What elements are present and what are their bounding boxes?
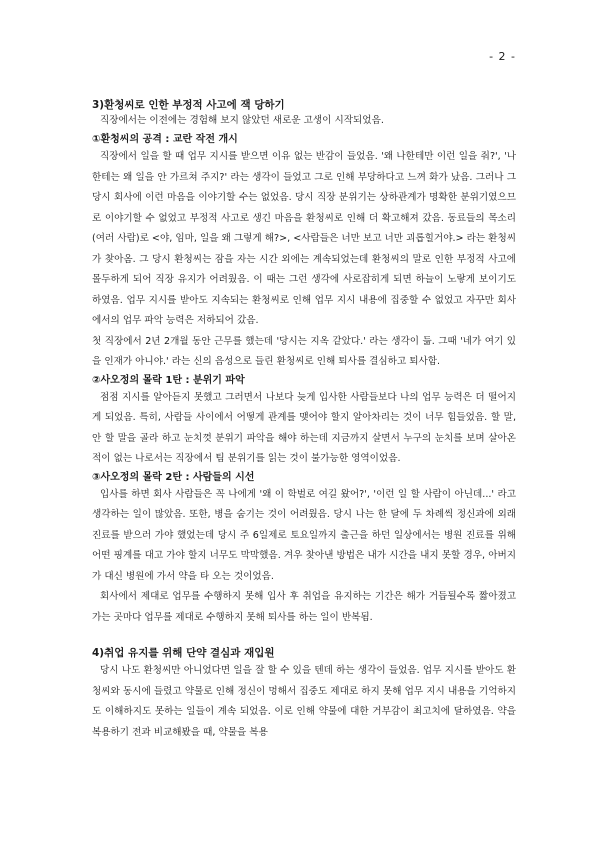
section-title: 3)환청씨로 인한 부정적 사고에 잭 당하기 <box>92 99 285 111</box>
document-body <box>92 98 516 743</box>
page-number: - 2 - <box>489 50 516 63</box>
paragraph: 직장에서 일을 할 때 업무 지시를 받으면 이유 없는 반감이 들었음. '왜 나한테만 이런 일을 줘?', '나한테는 왜 일을 안 가르쳐 주지?' 라는 생각이 들었고 그로 인해 부당하다고 느껴 화가 났음. 그러나 그 당시 회사에 이런 마음을 이야기할 수는 없었음. 당시 직장 분위기는 상하관계가 명확한 분위기였으므로 이야기할 수 없었고 부정적 사고로 생긴 마음을 환청씨로 인해 더 확고해져 갔음. 동료들의 목소리(여러 사람)로 <야, 임마, 일을 왜 그렇게 해?>, <사람들은 너만 보고 너만 괴롭힐거야.> 라는 환청씨가 찾아옴. 그 당시 환청씨는 잠을 자는 시간 외에는 계속되었는데 환청씨의 말로 인한 부정적 사고에 몰두하게 되어 직장 유지가 어려웠음. 이 때는 그런 생각에 사로잡히게 되면 하늘이 노랗게 보이기도 하였음. 업무 지시를 받아도 지속되는 환청씨로 인해 업무 지시 내용에 집중할 수 없었고 자꾸만 회사에서의 업무 파악 능력은 저하되어 갔음. <box>92 151 516 326</box>
paragraph: 입사를 하면 회사 사람들은 꼭 나에게 '왜 이 학벌로 여길 왔어?', '이런 일 할 사람이 아닌데...' 라고 생각하는 일이 많았음. 또한, 병을 숨기는 것이 어려웠음. 당시 나는 한 달에 두 차례씩 정신과에 외래진료를 받으러 가야 했었는데 당시 주 6일제로 토요일까지 출근을 하던 일상에서는 병원 진료를 위해 어떤 핑계를 대고 가야 할지 너무도 막막했음. 겨우 찾아낸 방법은 내가 시간을 내지 못할 경우, 아버지가 대신 병원에 가서 약을 타 오는 것이었음. <box>92 488 516 582</box>
subsection-heading: ②사오정의 몰락 1탄 : 분위기 파악 <box>92 374 245 386</box>
paragraph: 점점 지시를 알아듣지 못했고 그러면서 나보다 늦게 입사한 사람들보다 나의 업무 능력은 더 떨어지게 되었음. 특히, 사람들 사이에서 어떻게 관계를 맺어야 할지 알아차리는 것이 너무 힘들었음. 할 말, 안 할 말을 골라 하고 눈치껏 분위기 파악을 해야 하는데 지금까지 살면서 누구의 눈치를 보며 살아온 적이 없는 나로서는 직장에서 팀 분위기를 읽는 것이 불가능한 영역이었음. <box>92 391 516 464</box>
subsection-heading: ①환청씨의 공격 : 교란 작전 개시 <box>92 134 238 145</box>
subsection-heading: ③사오정의 몰락 2탄 : 사람들의 시선 <box>92 471 255 483</box>
section-title: 4)취업 유지를 위해 단약 결심과 재입원 <box>92 647 275 659</box>
section-intro: 직장에서는 이전에는 경험해 보지 않았던 새로운 고생이 시작되었음. <box>100 115 384 126</box>
paragraph: 첫 직장에서 2년 2개월 동안 근무를 했는데 '당시는 지옥 같았다.' 라는 생각이 듦. 그때 '네가 여기 있을 인재가 아니야.' 라는 신의 음성으로 들린 환청씨로 인해 퇴사를 결심하고 퇴사함. <box>92 335 516 367</box>
paragraph: 당시 나도 환청씨만 아니었다면 일을 잘 할 수 있을 텐데 하는 생각이 들었음. 업무 지시를 받아도 환청씨와 동시에 들렸고 약물로 인해 정신이 멍해서 집중도 제대로 하지 못해 업무 지시 내용을 기억하지도 이해하지도 못하는 일들이 계속 되었음. 이로 인해 약물에 대한 거부감이 최고치에 달하였음. 약을 복용하기 전과 비교해봤을 때, 약물을 복용 <box>92 665 516 738</box>
paragraph: 회사에서 제대로 업무를 수행하지 못해 입사 후 취업을 유지하는 기간은 해가 거듭될수록 짧아졌고 가는 곳마다 업무를 제대로 수행하지 못해 퇴사를 하는 일이 반복됨. <box>92 591 516 623</box>
